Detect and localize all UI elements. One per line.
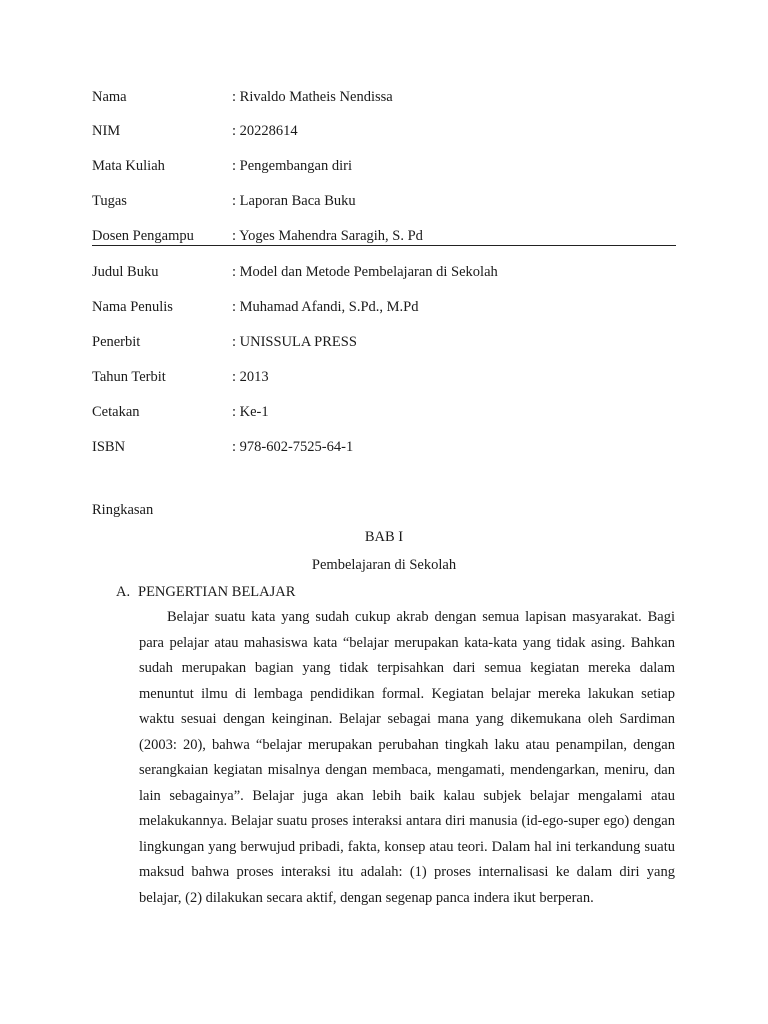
header-divider — [92, 245, 676, 246]
chapter-title: Pembelajaran di Sekolah — [311, 557, 457, 573]
info-value: : 20228614 — [232, 123, 298, 139]
info-label: ISBN — [92, 439, 126, 455]
info-value: : Model dan Metode Pembelajaran di Sekolah — [232, 264, 498, 280]
info-label: Nama Penulis — [92, 299, 173, 315]
chapter-heading: BAB I — [364, 529, 404, 545]
info-value: : Rivaldo Matheis Nendissa — [232, 89, 393, 105]
info-label: Tugas — [92, 193, 127, 209]
section-marker: A. — [116, 584, 131, 600]
info-label: Nama — [92, 89, 127, 105]
info-value: : Yoges Mahendra Saragih, S. Pd — [232, 228, 423, 244]
info-value: : Laporan Baca Buku — [232, 193, 356, 209]
info-label: NIM — [92, 123, 121, 139]
info-label: Cetakan — [92, 404, 140, 420]
summary-paragraph: Belajar suatu kata yang sudah cukup akrab dengan semua lapisan masyarakat. Bagi para pelajar atau mahasiswa kata “belajar merupakan kata-kata yang tidak asing. Bahkan sudah merupakan bagian yang tidak terpisahkan dari semua kegiatan mereka dalam menuntut ilmu di lembaga pendidikan formal. Kegiatan belajar mereka lakukan setiap waktu sesuai dengan keinginan. Belajar sebagai mana yang dikemukana oleh Sardiman (2003: 20), bahwa “belajar merupakan perubahan tingkah laku atau penampilan, dengan serangkaian kegiatan misalnya dengan membaca, mengamati, mendengarkan, meniru, dan lain sebagainya”. Belajar juga akan lebih baik kalau subjek belajar mengalami atau melakukannya. Belajar suatu proses interaksi antara diri manusia (id-ego-super ego) dengan lingkungan yang berwujud pribadi, fakta, konsep atau teori. Dalam hal ini terkandung suatu maksud bahwa proses interaksi itu adalah: (1) proses internalisasi ke dalam diri yang belajar, (2) dilakukan secara aktif, dengan segenap panca indera ikut berperan. — [139, 609, 675, 906]
info-label: Penerbit — [92, 334, 141, 350]
section-title: PENGERTIAN BELAJAR — [138, 584, 296, 600]
info-label: Dosen Pengampu — [92, 228, 194, 244]
info-value: : 2013 — [232, 369, 269, 385]
info-label: Judul Buku — [92, 264, 159, 280]
info-label: Tahun Terbit — [92, 369, 166, 385]
summary-label: Ringkasan — [92, 502, 154, 518]
info-label: Mata Kuliah — [92, 158, 165, 174]
info-value: : Muhamad Afandi, S.Pd., M.Pd — [232, 299, 419, 315]
info-value: : UNISSULA PRESS — [232, 334, 357, 350]
info-value: : 978-602-7525-64-1 — [232, 439, 354, 455]
section-heading — [116, 583, 295, 601]
info-value: : Pengembangan diri — [232, 158, 353, 174]
info-value: : Ke-1 — [232, 404, 269, 420]
